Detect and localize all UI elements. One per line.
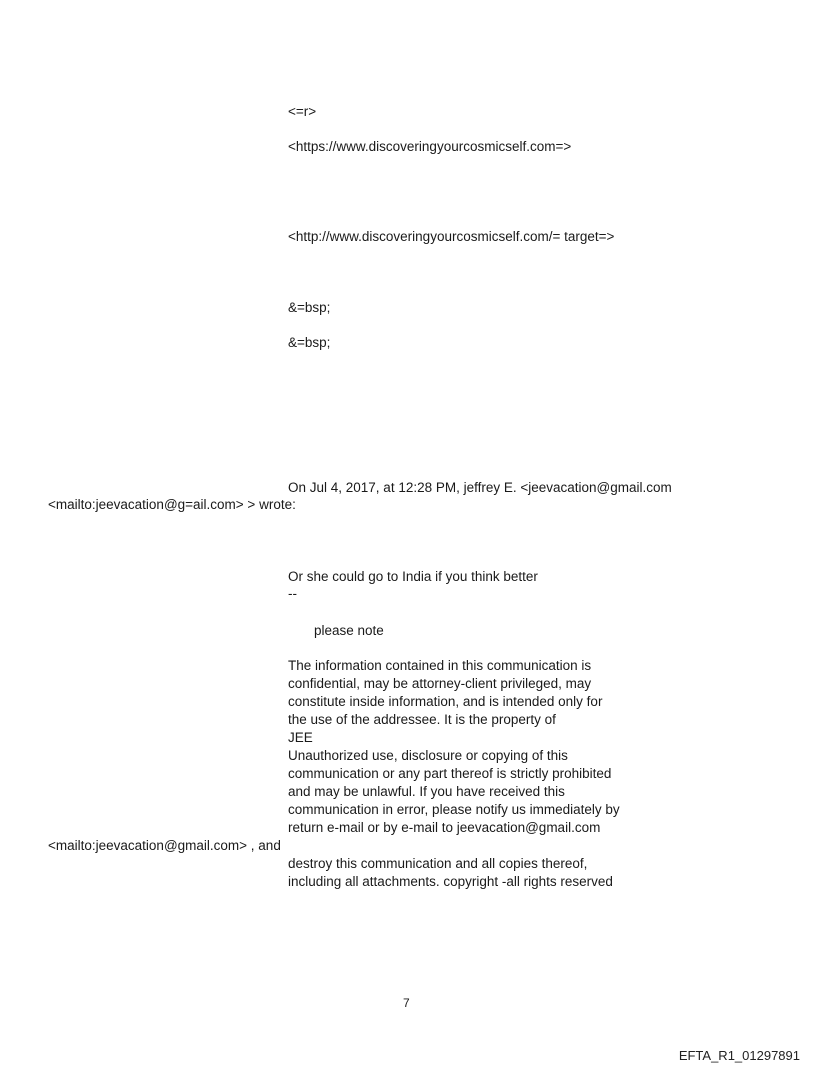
- disclaimer-line: communication in error, please notify us immediately by: [288, 802, 620, 817]
- nbsp-line: &=bsp;: [288, 335, 331, 350]
- reply-header-mailto-line: <mailto:jeevacation@g=ail.com> > wrote:: [48, 497, 296, 512]
- reply-header-line: On Jul 4, 2017, at 12:28 PM, jeffrey E. <jeevacation@gmail.com: [288, 480, 672, 495]
- document-id: EFTA_R1_01297891: [678, 1048, 800, 1063]
- r-tag-line: <=r>: [288, 104, 317, 119]
- http-link-line: <http://www.discoveringyourcosmicself.com/= target=>: [288, 229, 615, 244]
- disclaimer-line: including all attachments. copyright -all rights reserved: [288, 874, 613, 889]
- https-link-line: <https://www.discoveringyourcosmicself.com=>: [288, 139, 572, 154]
- disclaimer-line: confidential, may be attorney-client privileged, may: [288, 676, 592, 691]
- disclaimer-line: constitute inside information, and is intended only for: [288, 694, 603, 709]
- nbsp-line: &=bsp;: [288, 300, 331, 315]
- disclaimer-line: and may be unlawful. If you have received this: [288, 784, 565, 799]
- disclaimer-line: communication or any part thereof is strictly prohibited: [288, 766, 612, 781]
- disclaimer-line: Unauthorized use, disclosure or copying of this: [288, 748, 568, 763]
- disclaimer-line: destroy this communication and all copies thereof,: [288, 856, 588, 871]
- disclaimer-line: JEE: [288, 730, 313, 745]
- mailto-and-line: <mailto:jeevacation@gmail.com> , and: [48, 838, 281, 853]
- please-note-heading: please note: [314, 623, 384, 638]
- disclaimer-line: the use of the addressee. It is the property of: [288, 712, 556, 727]
- disclaimer-line: The information contained in this communication is: [288, 658, 592, 673]
- message-body-line: Or she could go to India if you think better: [288, 569, 538, 584]
- disclaimer-line: return e-mail or by e-mail to jeevacation@gmail.com: [288, 820, 601, 835]
- signature-separator: --: [288, 586, 297, 601]
- page-number: 7: [403, 996, 410, 1010]
